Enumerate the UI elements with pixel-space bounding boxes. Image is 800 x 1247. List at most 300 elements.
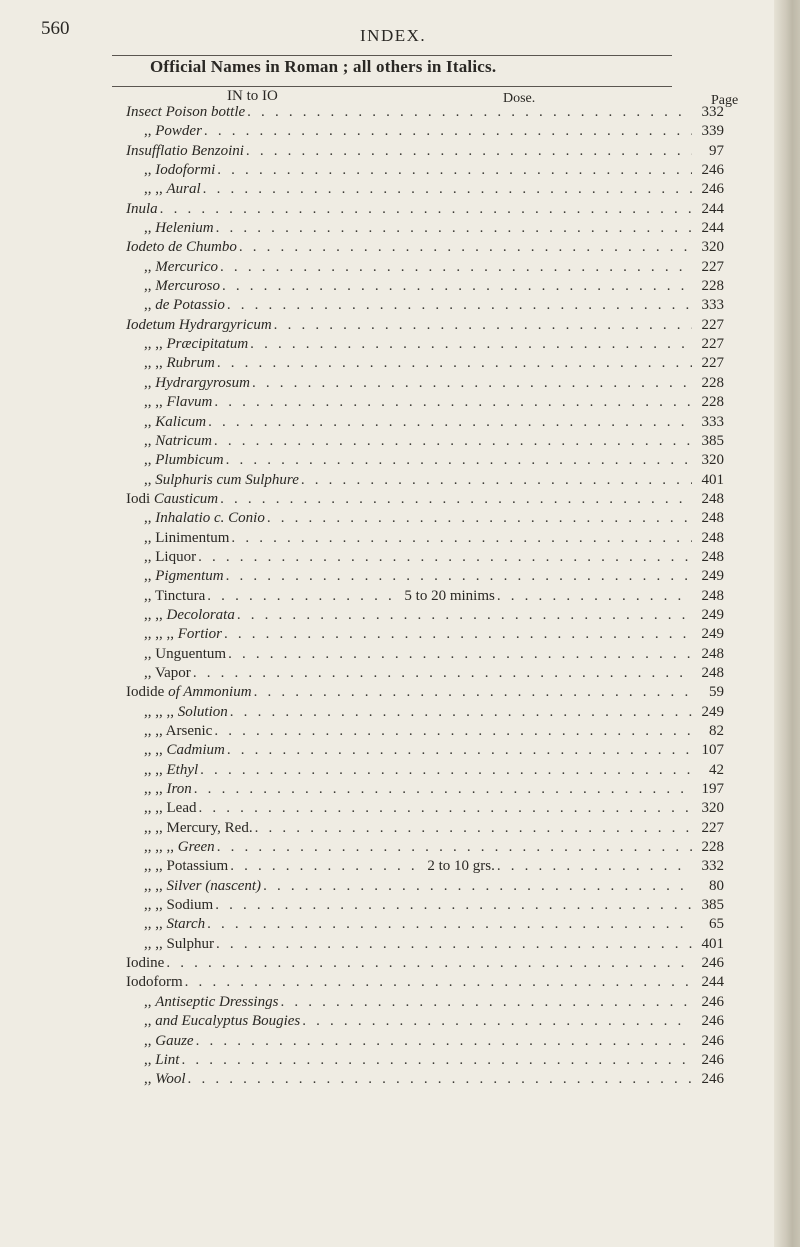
leader-dots bbox=[246, 143, 692, 160]
leader-dots bbox=[196, 1033, 692, 1050]
index-entry bbox=[126, 375, 724, 394]
entry-label-italic: Mercuroso bbox=[155, 278, 220, 295]
entry-label-roman: ,, ,, bbox=[144, 606, 167, 623]
index-entry bbox=[126, 1071, 724, 1090]
book-spine-shadow bbox=[774, 0, 800, 1247]
leader-dots bbox=[217, 839, 692, 856]
entry-label-roman: ,, ,, bbox=[144, 781, 167, 798]
leader-dots bbox=[198, 549, 692, 566]
entry-label-italic: Powder bbox=[155, 123, 202, 140]
leader-dots bbox=[198, 800, 692, 817]
entry-page-number: 248 bbox=[701, 664, 724, 681]
entry-label bbox=[144, 723, 212, 740]
entry-label-roman: ,, bbox=[144, 452, 156, 469]
leader-dots bbox=[267, 510, 692, 527]
entry-label bbox=[144, 162, 215, 179]
entry-label bbox=[144, 181, 201, 198]
entry-label bbox=[144, 800, 196, 817]
leader-dots bbox=[228, 646, 692, 663]
dose-heading: Dose. bbox=[503, 91, 536, 106]
entry-label bbox=[144, 588, 205, 605]
entry-page-number: 385 bbox=[701, 432, 724, 449]
entry-label-italic: Plumbicum bbox=[155, 452, 224, 469]
leader-dots bbox=[497, 588, 692, 605]
entry-label-italic: Gauze bbox=[155, 1032, 194, 1049]
leader-dots bbox=[185, 974, 692, 991]
entry-label-roman: ,, bbox=[144, 220, 156, 237]
entry-label-roman: ,, bbox=[144, 162, 156, 179]
entry-page-number: 401 bbox=[701, 471, 724, 488]
entry-label bbox=[126, 201, 158, 218]
entry-label-italic: Iodeto de Chumbo bbox=[126, 239, 237, 256]
index-entry bbox=[126, 762, 724, 781]
running-title: INDEX. bbox=[360, 26, 427, 45]
index-entry bbox=[126, 723, 724, 742]
entry-label-roman: ,, bbox=[144, 374, 156, 391]
entry-label-italic: Iron bbox=[166, 781, 192, 798]
entry-label-italic: Insufflatio Benzoini bbox=[126, 142, 244, 159]
entry-page-number: 320 bbox=[701, 800, 724, 817]
entry-label bbox=[144, 414, 206, 431]
entry-label-roman: Iodi bbox=[126, 490, 154, 507]
entry-page-number: 248 bbox=[701, 529, 724, 546]
leader-dots bbox=[203, 181, 692, 198]
entry-page-number: 246 bbox=[701, 1071, 724, 1088]
entry-label bbox=[144, 1033, 194, 1050]
index-entry bbox=[126, 820, 724, 839]
leader-dots bbox=[224, 626, 692, 643]
leader-dots bbox=[214, 723, 692, 740]
entry-page-number: 332 bbox=[701, 104, 724, 120]
index-entry bbox=[126, 452, 724, 471]
leader-dots bbox=[247, 104, 692, 121]
leader-dots bbox=[252, 375, 692, 392]
entry-label bbox=[144, 530, 229, 547]
entry-label bbox=[144, 510, 265, 527]
leader-dots bbox=[215, 897, 692, 914]
index-entry bbox=[126, 626, 724, 645]
entry-label-roman: ,, bbox=[144, 568, 156, 585]
entry-page-number: 228 bbox=[701, 374, 724, 391]
leader-dots bbox=[255, 820, 692, 837]
index-entry bbox=[126, 839, 724, 858]
entry-label-roman: ,, bbox=[144, 1032, 156, 1049]
index-entry bbox=[126, 607, 724, 626]
entry-label-roman: ,, bbox=[144, 1071, 156, 1088]
entry-label bbox=[144, 220, 214, 237]
entry-label-italic: Flavum bbox=[166, 394, 213, 411]
entry-label bbox=[144, 472, 299, 489]
index-entry bbox=[126, 974, 724, 993]
leader-dots bbox=[497, 858, 692, 875]
entry-label bbox=[144, 858, 228, 875]
entry-label-italic: Wool bbox=[155, 1071, 186, 1088]
entry-label bbox=[126, 684, 252, 701]
entry-label-roman: ,, ,, bbox=[144, 336, 167, 353]
leader-dots bbox=[274, 317, 692, 334]
index-entry bbox=[126, 123, 724, 142]
leader-dots bbox=[216, 936, 692, 953]
entry-page-number: 320 bbox=[701, 452, 724, 469]
entry-label-roman: ,, bbox=[144, 471, 156, 488]
entry-label-roman: ,, bbox=[144, 1051, 156, 1068]
entry-page-number: 333 bbox=[701, 413, 724, 430]
entry-page-number: 227 bbox=[701, 316, 724, 333]
index-entry bbox=[126, 1052, 724, 1071]
index-entry bbox=[126, 143, 724, 162]
entry-label-roman: ,, ,, ,, bbox=[144, 703, 178, 720]
entry-label bbox=[126, 491, 218, 508]
entry-page-number: 332 bbox=[701, 858, 724, 875]
entry-page-number: 244 bbox=[701, 220, 724, 237]
index-entry bbox=[126, 878, 724, 897]
entry-page-number: 249 bbox=[701, 568, 724, 585]
entry-label bbox=[144, 394, 212, 411]
entry-label-italic: Green bbox=[177, 839, 215, 856]
entry-page-number: 401 bbox=[701, 935, 724, 952]
entry-page-number: 333 bbox=[701, 297, 724, 314]
top-rule bbox=[112, 55, 672, 56]
entry-label-roman: ,, ,, Arsenic bbox=[144, 723, 213, 739]
leader-dots bbox=[237, 607, 692, 624]
entry-label-roman: ,, bbox=[144, 510, 156, 527]
leader-dots bbox=[220, 259, 692, 276]
entry-page-number: 248 bbox=[701, 510, 724, 527]
entry-label bbox=[144, 1071, 186, 1088]
entry-page-number: 197 bbox=[701, 781, 724, 798]
entry-label bbox=[144, 839, 215, 856]
entry-label bbox=[144, 355, 215, 372]
entry-label bbox=[144, 452, 224, 469]
entry-label-italic: Cadmium bbox=[166, 742, 225, 759]
entry-dose: 5 to 20 minims bbox=[404, 587, 495, 604]
entry-label bbox=[144, 375, 250, 392]
entry-label bbox=[144, 433, 212, 450]
subtitle-rule bbox=[112, 86, 672, 87]
entry-page-number: 227 bbox=[701, 819, 724, 836]
entry-label-roman: ,, ,, Mercury, Red. bbox=[144, 819, 253, 836]
entry-label bbox=[126, 239, 237, 256]
index-entry bbox=[126, 259, 724, 278]
entry-label-roman: ,, ,, Lead bbox=[144, 800, 197, 817]
entry-page-number: 246 bbox=[701, 1032, 724, 1049]
page-number: 560 bbox=[41, 18, 70, 39]
entry-label-roman: ,, bbox=[144, 278, 156, 295]
entry-label-italic: Antiseptic Dressings bbox=[155, 993, 279, 1010]
entry-label bbox=[144, 549, 196, 566]
leader-dots bbox=[193, 665, 692, 682]
index-entry bbox=[126, 510, 724, 529]
entry-label-roman: ,, bbox=[144, 123, 156, 140]
entry-label-roman: ,, ,, ,, bbox=[144, 839, 178, 856]
index-entry bbox=[126, 181, 724, 200]
entry-label bbox=[144, 626, 222, 643]
index-entry bbox=[126, 955, 724, 974]
leader-dots bbox=[222, 278, 692, 295]
entry-page-number: 246 bbox=[701, 955, 724, 972]
entry-page-number: 248 bbox=[701, 490, 724, 507]
index-entry bbox=[126, 781, 724, 800]
leader-dots bbox=[188, 1071, 692, 1088]
entry-label-italic: Natricum bbox=[155, 432, 212, 449]
entry-label bbox=[144, 665, 191, 682]
entry-label-roman: ,, Unguentum bbox=[144, 645, 227, 662]
entry-page-number: 249 bbox=[701, 703, 724, 720]
index-entries bbox=[126, 104, 724, 1091]
entry-label-italic: Præcipitatum bbox=[166, 336, 249, 353]
entry-label-roman: ,, Vapor bbox=[144, 664, 191, 681]
entry-page-number: 248 bbox=[701, 587, 724, 604]
entry-label bbox=[144, 820, 253, 837]
leader-dots bbox=[226, 568, 692, 585]
entry-label-roman: Iodide bbox=[126, 684, 169, 701]
index-entry bbox=[126, 297, 724, 316]
leader-dots bbox=[214, 433, 692, 450]
entry-page-number: 228 bbox=[701, 278, 724, 295]
entry-label-italic: Decolorata bbox=[166, 606, 235, 623]
entry-label-italic: Lint bbox=[155, 1051, 180, 1068]
entry-page-number: 80 bbox=[709, 877, 724, 894]
entry-page-number: 246 bbox=[701, 993, 724, 1010]
leader-dots bbox=[207, 916, 692, 933]
entry-label-italic: Starch bbox=[166, 916, 206, 933]
entry-label-italic: Solution bbox=[177, 703, 228, 720]
entry-label bbox=[144, 646, 226, 663]
entry-page-number: 249 bbox=[701, 606, 724, 623]
leader-dots bbox=[217, 355, 692, 372]
entry-label bbox=[144, 297, 225, 314]
entry-label bbox=[144, 742, 225, 759]
entry-label-roman: ,, ,, bbox=[144, 742, 167, 759]
entry-label bbox=[144, 897, 213, 914]
leader-dots bbox=[217, 162, 692, 179]
entry-label bbox=[144, 781, 192, 798]
entry-label-roman: ,, ,, Sulphur bbox=[144, 935, 215, 952]
entry-label bbox=[144, 336, 248, 353]
entry-label bbox=[144, 1013, 300, 1030]
index-entry bbox=[126, 472, 724, 491]
index-entry bbox=[126, 220, 724, 239]
leader-dots bbox=[231, 530, 692, 547]
entry-page-number: 59 bbox=[709, 684, 724, 701]
entry-label-roman: ,, Tinctura bbox=[144, 587, 206, 604]
leader-dots bbox=[250, 336, 692, 353]
entry-label-italic: Pigmentum bbox=[155, 568, 224, 585]
entry-label-roman: ,, ,, ,, bbox=[144, 626, 178, 643]
leader-dots bbox=[220, 491, 692, 508]
index-entry bbox=[126, 278, 724, 297]
entry-label-roman: ,, bbox=[144, 297, 156, 314]
leader-dots bbox=[194, 781, 692, 798]
index-subtitle: Official Names in Roman ; all others in Italics. bbox=[150, 57, 497, 76]
entry-page-number: 248 bbox=[701, 645, 724, 662]
index-entry bbox=[126, 994, 724, 1013]
index-entry bbox=[126, 355, 724, 374]
entry-label-roman: ,, Liquor bbox=[144, 548, 197, 565]
index-entry bbox=[126, 684, 724, 703]
entry-label-italic: de Potassio bbox=[155, 297, 225, 314]
index-entry bbox=[126, 800, 724, 819]
index-entry bbox=[126, 704, 724, 723]
entry-label-roman: Iodine bbox=[126, 955, 165, 972]
entry-label-italic: Inhalatio c. Conio bbox=[155, 510, 265, 527]
entry-label-italic: Iodetum Hydrargyricum bbox=[126, 316, 272, 333]
entry-page-number: 320 bbox=[701, 239, 724, 256]
index-entry bbox=[126, 588, 724, 607]
index-entry bbox=[126, 1013, 724, 1032]
entry-label-roman: ,, bbox=[144, 258, 156, 275]
entry-dose: 2 to 10 grs. bbox=[427, 858, 495, 875]
entry-label-italic: Aural bbox=[166, 181, 201, 198]
leader-dots bbox=[216, 220, 692, 237]
entry-label-roman: ,, ,, Potassium bbox=[144, 858, 229, 875]
entry-label-italic: Helenium bbox=[155, 220, 214, 237]
entry-label-roman: ,, ,, bbox=[144, 877, 167, 894]
leader-dots bbox=[207, 588, 402, 605]
index-entry bbox=[126, 897, 724, 916]
entry-label-italic: Iodoformi bbox=[155, 162, 216, 179]
index-entry bbox=[126, 394, 724, 413]
entry-label bbox=[126, 317, 272, 334]
index-entry bbox=[126, 646, 724, 665]
index-entry bbox=[126, 742, 724, 761]
entry-label-italic: Causticum bbox=[153, 490, 219, 507]
index-entry bbox=[126, 104, 724, 123]
entry-page-number: 97 bbox=[709, 142, 724, 159]
leader-dots bbox=[230, 704, 692, 721]
entry-label-italic: and Eucalyptus Bougies bbox=[155, 1013, 301, 1030]
entry-label-italic: Sulphuris cum Sulphure bbox=[155, 471, 299, 488]
entry-page-number: 42 bbox=[709, 761, 724, 778]
index-entry bbox=[126, 936, 724, 955]
entry-label-roman: ,, bbox=[144, 413, 156, 430]
entry-label-italic: Ethyl bbox=[166, 761, 199, 778]
index-entry bbox=[126, 433, 724, 452]
entry-label-roman: ,, Linimentum bbox=[144, 529, 230, 546]
entry-label-roman: ,, bbox=[144, 993, 156, 1010]
entry-label-italic: Insect Poison bottle bbox=[126, 104, 246, 120]
entry-label-italic: Mercurico bbox=[155, 258, 219, 275]
entry-label bbox=[126, 955, 164, 972]
entry-label-roman: ,, bbox=[144, 432, 156, 449]
entry-label-roman: ,, ,, bbox=[144, 355, 167, 372]
entry-label bbox=[144, 1052, 179, 1069]
index-entry bbox=[126, 414, 724, 433]
entry-label bbox=[126, 143, 244, 160]
index-entry bbox=[126, 858, 724, 877]
leader-dots bbox=[208, 414, 692, 431]
entry-page-number: 246 bbox=[701, 1013, 724, 1030]
entry-page-number: 227 bbox=[701, 336, 724, 353]
index-entry bbox=[126, 549, 724, 568]
entry-label-italic: Fortior bbox=[177, 626, 222, 643]
index-entry bbox=[126, 1033, 724, 1052]
entry-label-roman: ,, bbox=[144, 1013, 156, 1030]
entry-page-number: 82 bbox=[709, 723, 724, 739]
entry-label bbox=[126, 974, 183, 991]
index-entry bbox=[126, 162, 724, 181]
entry-label bbox=[144, 916, 205, 933]
entry-label-roman: ,, ,, Sodium bbox=[144, 897, 214, 914]
entry-label-italic: Rubrum bbox=[166, 355, 215, 372]
index-entry bbox=[126, 530, 724, 549]
index-entry bbox=[126, 665, 724, 684]
index-entry bbox=[126, 239, 724, 258]
leader-dots bbox=[214, 394, 692, 411]
entry-label bbox=[144, 123, 202, 140]
entry-page-number: 249 bbox=[701, 626, 724, 643]
leader-dots bbox=[280, 994, 692, 1011]
index-entry bbox=[126, 201, 724, 220]
leader-dots bbox=[181, 1052, 692, 1069]
index-entry bbox=[126, 568, 724, 587]
entry-label-italic: of Ammonium bbox=[168, 684, 252, 701]
entry-label-roman: ,, ,, bbox=[144, 761, 167, 778]
leader-dots bbox=[254, 684, 692, 701]
entry-label bbox=[144, 278, 220, 295]
entry-label bbox=[144, 762, 198, 779]
leader-dots bbox=[227, 297, 692, 314]
entry-page-number: 339 bbox=[701, 123, 724, 140]
entry-page-number: 228 bbox=[701, 394, 724, 411]
leader-dots bbox=[204, 123, 692, 140]
entry-page-number: 246 bbox=[701, 162, 724, 179]
leader-dots bbox=[230, 858, 425, 875]
leader-dots bbox=[302, 1013, 692, 1030]
entry-page-number: 65 bbox=[709, 916, 724, 933]
entry-label-roman: ,, ,, bbox=[144, 916, 167, 933]
entry-page-number: 385 bbox=[701, 897, 724, 914]
entry-page-number: 107 bbox=[701, 742, 724, 759]
entry-label-roman: ,, ,, bbox=[144, 394, 167, 411]
entry-label bbox=[144, 259, 218, 276]
entry-label-italic: Hydrargyrosum bbox=[155, 374, 250, 391]
page-heading: Page bbox=[711, 93, 739, 108]
leader-dots bbox=[239, 239, 692, 256]
leader-dots bbox=[301, 472, 692, 489]
entry-label-roman: ,, ,, bbox=[144, 181, 167, 198]
entry-page-number: 246 bbox=[701, 1051, 724, 1068]
entry-label bbox=[144, 568, 224, 585]
entry-label-roman: Iodoform bbox=[126, 974, 183, 991]
leader-dots bbox=[166, 955, 692, 972]
entry-page-number: 244 bbox=[701, 200, 724, 217]
entry-label bbox=[126, 104, 245, 121]
leader-dots bbox=[200, 762, 692, 779]
entry-label bbox=[144, 994, 278, 1011]
entry-page-number: 244 bbox=[701, 974, 724, 991]
entry-label-italic: Kalicum bbox=[155, 413, 207, 430]
entry-label bbox=[144, 878, 261, 895]
entry-page-number: 227 bbox=[701, 258, 724, 275]
leader-dots bbox=[227, 742, 692, 759]
index-entry bbox=[126, 491, 724, 510]
index-entry bbox=[126, 336, 724, 355]
entry-page-number: 248 bbox=[701, 548, 724, 565]
entry-label bbox=[144, 607, 235, 624]
entry-label bbox=[144, 704, 228, 721]
leader-dots bbox=[160, 201, 692, 218]
entry-page-number: 246 bbox=[701, 181, 724, 198]
range-heading: IN to IO bbox=[227, 88, 278, 104]
entry-page-number: 228 bbox=[701, 839, 724, 856]
entry-label-italic: Inula bbox=[126, 200, 158, 217]
leader-dots bbox=[226, 452, 692, 469]
leader-dots bbox=[263, 878, 692, 895]
entry-label-italic: Silver (nascent) bbox=[166, 877, 262, 894]
index-entry bbox=[126, 317, 724, 336]
entry-label bbox=[144, 936, 214, 953]
